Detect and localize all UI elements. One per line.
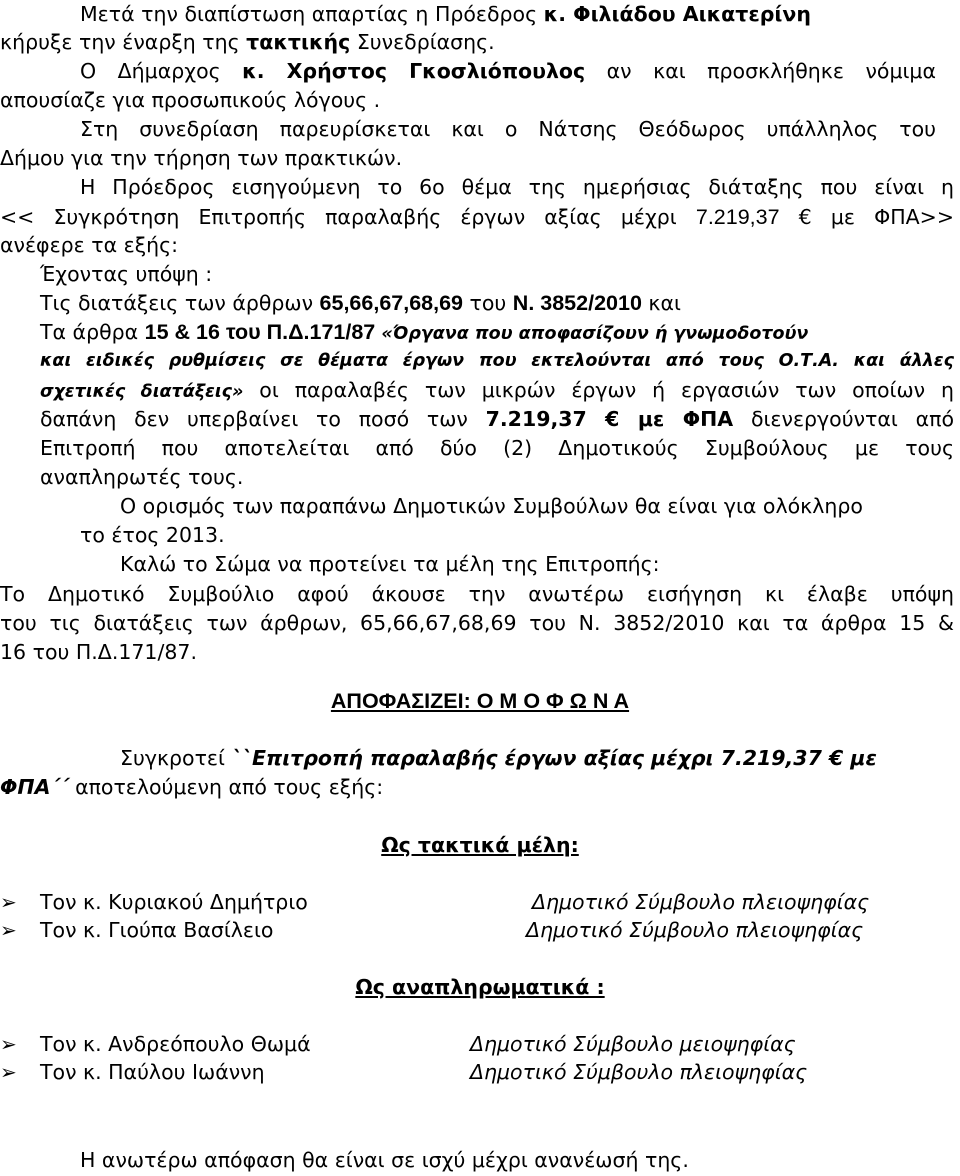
proposal-text: δαπάνη δεν υπερβαίνει το ποσό των (40, 407, 486, 431)
mayor-name: κ. Χρήστος Γκοσλιόπουλος (242, 59, 586, 83)
proposal-text: του (463, 291, 513, 315)
president-name: κ. Φιλιάδου Αικατερίνη (543, 2, 811, 26)
intro-line-5: Στη συνεδρίαση παρευρίσκεται και ο Νάτσης Θεόδωρος υπάλληλος του (80, 117, 936, 141)
arrow-bullet-icon: ➢ (0, 918, 17, 942)
proposal-line-6 (40, 318, 960, 348)
member-role: Δημοτικό Σύμβουλο μειοψηφίας (470, 1032, 796, 1056)
member-role: Δημοτικό Σύμβουλο πλειοψηφίας (526, 918, 864, 942)
member-role: Δημοτικό Σύμβουλο πλειοψηφίας (532, 890, 870, 914)
proposal-line-8 (40, 376, 954, 406)
arrow-bullet-icon: ➢ (0, 890, 17, 914)
proposal-line-1: Η Πρόεδρος εισηγούμενη το 6ο θέμα της ημερήσιας διάταξης που είναι η (80, 175, 954, 199)
alternate-members-heading: Ως αναπληρωματικά : (355, 975, 605, 999)
closing-line: Η ανωτέρω απόφαση θα είναι σε ισχύ μέχρι ανανέωσή της. (80, 1148, 689, 1172)
council-line-1: Το Δημοτικό Συμβούλιο αφού άκουσε την ανωτέρω εισήγηση κι έλαβε υπόψη (0, 582, 954, 606)
intro-text: Ο Δήμαρχος (80, 59, 243, 83)
proposal-text: και (641, 291, 681, 315)
proposal-line-13: το έτος 2013. (80, 523, 225, 547)
intro-line-6: Δήμου για την τήρηση των πρακτικών. (0, 146, 403, 170)
decree-reference: 15 & 16 του Π.Δ.171/87 (144, 320, 376, 344)
council-line-3: 16 του Π.Δ.171/87. (0, 640, 197, 664)
regular-members-heading: Ως τακτικά μέλη: (381, 833, 579, 857)
member-name: Τον κ. Ανδρεόπουλο Θωμά (40, 1032, 311, 1056)
intro-text: αν και προσκλήθηκε νόμιμα (585, 59, 936, 83)
member-name: Τον κ. Κυριακού Δημήτριο (40, 890, 308, 914)
committee-title: ``Επιτροπή παραλαβής έργων αξίας μέχρι 7.219,37 € με (231, 746, 877, 770)
proposal-line-7: και ειδικές ρυθμίσεις σε θέματα έργων που εκτελούνται από τους Ο.Τ.Α. και άλλες (40, 351, 954, 371)
member-name: Τον κ. Παύλου Ιωάννη (40, 1060, 265, 1084)
council-line-2: του τις διατάξεις των άρθρων, 65,66,67,68,69 του Ν. 3852/2010 και τα άρθρα 15 & (0, 611, 954, 635)
proposal-text: Τις διατάξεις των άρθρων (40, 291, 320, 315)
intro-line-3 (80, 57, 936, 85)
decision-line-2 (0, 773, 960, 801)
articles-list: 65,66,67,68,69 (319, 291, 464, 315)
proposal-text: << Συγκρότηση Επιτροπής παραλαβής έργων αξίας μέχρι (0, 205, 696, 229)
proposal-line-14: Καλώ το Σώμα να προτείνει τα μέλη της Επιτροπής: (120, 552, 660, 576)
arrow-bullet-icon: ➢ (0, 1060, 17, 1084)
decision-text: αποτελούμενη από τους εξής: (68, 775, 384, 799)
proposal-text: € με ΦΠΑ>> (779, 205, 954, 229)
amount-with-vat: 7.219,37 € με ΦΠΑ (485, 407, 734, 431)
member-name: Τον κ. Γιούπα Βασίλειο (40, 918, 274, 942)
proposal-line-5 (40, 289, 960, 317)
proposal-line-10: Επιτροπή που αποτελείται από δύο (2) Δημοτικούς Συμβούλους με τους (40, 436, 954, 460)
member-role: Δημοτικό Σύμβουλο πλειοψηφίας (470, 1060, 808, 1084)
proposal-text: οι παραλαβές των μικρών έργων ή εργασιών των οποίων η (243, 378, 954, 402)
intro-text: Συνεδρίασης. (350, 30, 495, 54)
proposal-text: διενεργούνται από (733, 407, 954, 431)
intro-line-2 (0, 28, 960, 56)
proposal-line-12: Ο ορισμός των παραπάνω Δημοτικών Συμβούλων θα είναι για ολόκληρο (120, 494, 863, 518)
proposal-line-9 (40, 405, 954, 433)
decision-line-1 (120, 744, 960, 772)
proposal-line-2 (0, 203, 954, 231)
session-type: τακτικής (246, 30, 351, 54)
intro-text: κήρυξε την έναρξη της (0, 30, 247, 54)
intro-text: Μετά την διαπίστωση απαρτίας η Πρόεδρος (80, 2, 544, 26)
proposal-line-3: ανέφερε τα εξής: (0, 233, 179, 257)
law-reference: Ν. 3852/2010 (512, 291, 642, 315)
decision-text: Συγκροτεί (120, 746, 232, 770)
decree-title: «Όργανα που αποφασίζουν ή γνωμοδοτούν (375, 324, 809, 344)
decree-title-end: σχετικές διατάξεις» (40, 382, 244, 402)
proposal-line-4: Έχοντας υπόψη : (40, 262, 213, 286)
intro-line-1 (80, 0, 960, 28)
proposal-text: Τα άρθρα (40, 320, 145, 344)
amount: 7.219,37 (695, 205, 780, 229)
decision-heading: ΑΠΟΦΑΣΙΖΕΙ: Ο Μ Ο Φ Ω Ν Α (330, 689, 630, 713)
proposal-line-11: αναπληρωτές τους. (40, 465, 244, 489)
intro-line-4: απουσίαζε για προσωπικούς λόγους . (0, 88, 381, 112)
committee-title-end: ΦΠΑ΄΄ (0, 775, 69, 799)
arrow-bullet-icon: ➢ (0, 1032, 17, 1056)
